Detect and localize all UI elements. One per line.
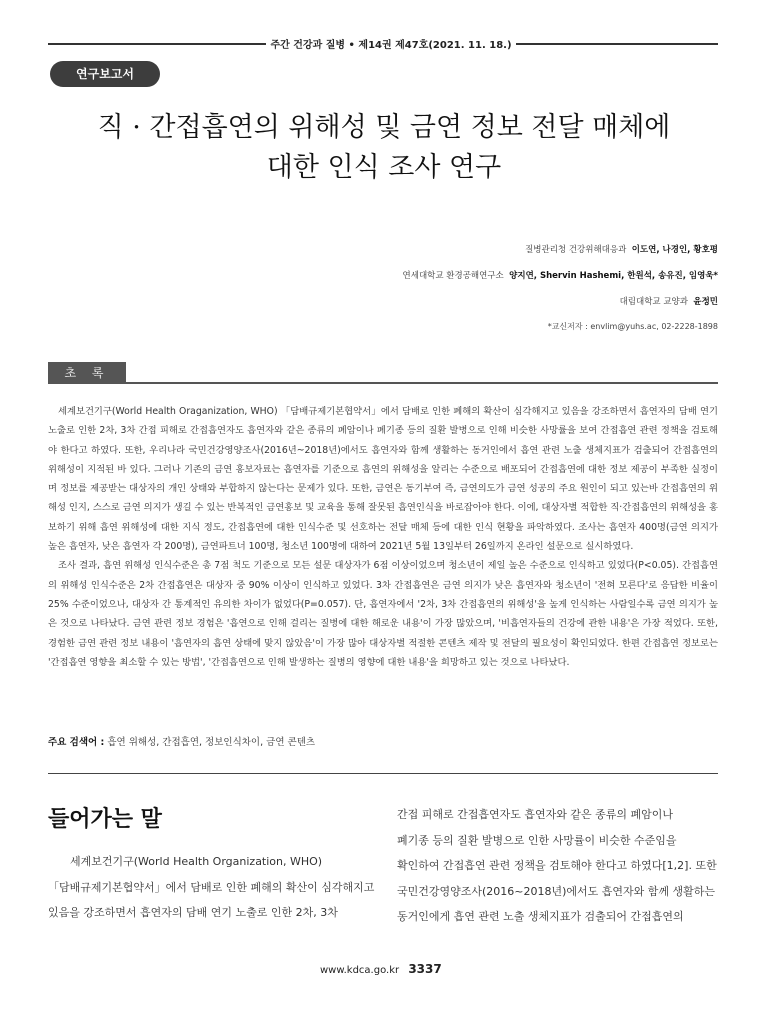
author-line xyxy=(118,269,718,295)
report-type-badge: 연구보고서 xyxy=(50,61,160,87)
body-line: 폐기종 등의 질환 발병으로 인한 사망률이 비슷한 수준임을 xyxy=(397,833,677,847)
author-affiliation: 연세대학교 환경공해연구소 xyxy=(402,271,504,281)
body-line: 있음을 강조하면서 흡연자의 담배 연기 노출로 인한 2차, 3차 xyxy=(48,906,338,919)
body-line: 국민건강영양조사(2016~2018년)에서도 흡연자와 함께 생활하는 xyxy=(397,884,716,898)
body-column-right xyxy=(397,802,717,930)
keywords xyxy=(48,734,315,748)
body-line: 확인하여 간접흡연 관련 정책을 검토해야 한다고 하였다[1,2]. 또한 xyxy=(397,859,717,872)
body-line: 세계보건기구(World Health Organization, WHO) xyxy=(70,855,323,868)
author-names: 양지연, Shervin Hashemi, 한원석, 송유진, 임영욱* xyxy=(509,271,718,281)
section-divider xyxy=(48,773,718,774)
page-number: 3337 xyxy=(408,962,442,976)
footer-url: www.kdca.go.kr xyxy=(320,965,400,976)
keywords-value: 흡연 위해성, 간접흡연, 정보인식차이, 금연 콘텐츠 xyxy=(107,737,316,748)
author-affiliation: 질병관리청 건강위해대응과 xyxy=(525,245,627,255)
abstract-body xyxy=(48,402,718,672)
abstract-rule xyxy=(126,382,718,384)
body-line: 「담배규제기본협약서」에서 담배로 인한 폐해의 확산이 심각해지고 xyxy=(48,880,375,894)
abstract-label: 초 록 xyxy=(48,362,126,384)
section-title: 들어가는 말 xyxy=(48,807,162,832)
page-footer xyxy=(320,962,442,976)
title-line-1: 직 · 간접흡연의 위해성 및 금연 정보 전달 매체에 xyxy=(97,112,671,143)
abstract-header xyxy=(48,362,718,384)
corresponding-author: *교신저자 : envlim@yuhs.ac, 02-2228-1898 xyxy=(547,322,718,331)
author-line xyxy=(118,295,718,321)
author-names: 이도연, 나경인, 황호평 xyxy=(631,245,718,255)
journal-header: 주간 건강과 질병 • 제14권 제47호(2021. 11. 18.) xyxy=(270,40,512,51)
keywords-label: 주요 검색어 : xyxy=(48,737,105,748)
author-line xyxy=(118,243,718,269)
body-line: 간접 피해로 간접흡연자도 흡연자와 같은 종류의 폐암이나 xyxy=(397,808,674,821)
header-rule-right xyxy=(516,43,718,45)
header-rule-left xyxy=(48,43,266,45)
author-affiliation: 대림대학교 교양과 xyxy=(619,297,688,307)
body-column-left xyxy=(48,849,375,926)
author-names: 윤정민 xyxy=(693,297,718,307)
abstract-paragraph: 조사 결과, 흡연 위해성 인식수준은 총 7점 척도 기준으로 모든 설문 대상자가 6점 이상이었으며 청소년이 제일 높은 수준으로 인식하고 있었다(P<0.05). 간접흡연의 위해성 인식수준은 2차 간접흡연은 대상자 중 90% 이상이 인식하고 있었다. 3차 간접흡연은 금연 의지가 낮은 흡연자와 청소년이 '전혀 모른다'로 응답한 비율이 25% 수준이었으나, 대상자 간 통계적인 유의한 차이가 없었다(P=0.057). 단, 흡연자에서 '2차, 3차 간접흡연의 위해성'을 높게 인식하는 사람일수록 금연 의지가 높은 것으로 나타났다. 금연 관련 정보 경험은 '흡연으로 인해 걸리는 질병에 대한 해로운 내용'이 가장 많았으며, '비흡연자들의 건강에 관한 내용'은 가장 적었다. 또한, 경험한 금연 관련 정보 내용이 '흡연자의 흡연 상태에 맞지 않았음'이 가장 많아 대상자별 적절한 콘텐츠 제작 및 전달의 필요성이 확인되었다. 한편 간접흡연 정보로는 '간접흡연 영향을 최소할 수 있는 방법', '간접흡연으로 인해 발생하는 질병의 영향에 대한 내용'을 희망하고 있는 것으로 나타났다. xyxy=(48,560,718,668)
abstract-paragraph: 세계보건기구(World Health Oraganization, WHO) 「담배규제기본협약서」에서 담배로 인한 폐해의 확산이 심각해지고 있음을 강조하면서 흡연자의 담배 연기 노출로 인한 2차, 3차 간접 피해로 간접흡연자도 흡연자와 같은 종류의 폐암이나 폐기종 등의 질환 발병으로 인해 비슷한 사망률을 보여 간접흡연 관련 정책을 검토해야 한다고 하였다. 또한, 우리나라 국민건강영양조사(2016년~2018년)에서도 흡연자와 함께 생활하는 동거인에서 흡연 관련 노출 생체지표가 검출되어 간접흡연의 위해성이 지적된 바 있다. 그러나 기존의 금연 홍보자료는 흡연자를 기준으로 흡연의 위해성을 알리는 수준으로 배포되어 간접흡연에 대한 정보 제공이 부족한 실정이며 정보를 제공받는 대상자의 개인 상태와 부합하지 않는다는 문제가 있다. 또한, 금연은 동기부여 즉, 금연의도가 금연 성공의 주요 원인이 되고 있는바 간접흡연의 위해성 인지, 스스로 금연 의지가 생길 수 있는 반복적인 금연홍보 및 교육을 통해 잘못된 흡연인식을 바로잡아야 한다. 이에, 대상자별 적합한 직·간접흡연의 위해성을 홍보하기 위해 흡연 위해성에 대한 지식 정도, 간접흡연에 대한 인식수준 및 선호하는 전달 매체 등에 대한 인식 현황을 파악하였다. 조사는 흡연자 400명(금연 의지가 높은 흡연자, 낮은 흡연자 각 200명), 금연파트너 100명, 청소년 100명에 대하여 2021년 5월 13일부터 26일까지 온라인 설문으로 실시하였다. xyxy=(48,406,718,553)
paper-title xyxy=(40,108,728,188)
author-block xyxy=(118,243,718,321)
title-line-2: 대한 인식 조사 연구 xyxy=(266,152,502,183)
body-line: 동거인에게 흡연 관련 노출 생체지표가 검출되어 간접흡연의 xyxy=(397,910,684,923)
